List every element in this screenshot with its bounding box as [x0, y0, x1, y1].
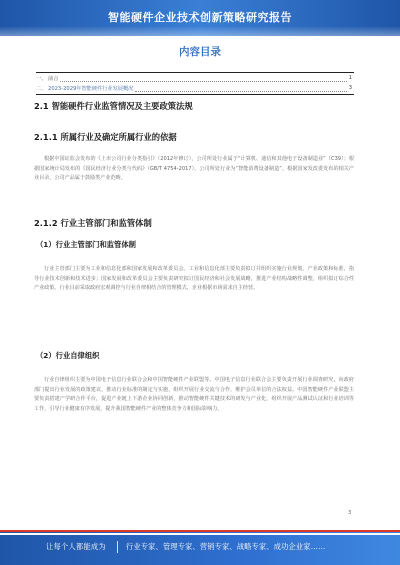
- document-title: 智能硬件企业技术创新策略研究报告: [108, 11, 292, 24]
- footer-services: 行业专家、管理专家、营销专家、战略专家、成功企业家……: [126, 542, 326, 551]
- toc-entry-label: 二、 2023-2029年智能硬件行业发展概况: [36, 85, 134, 92]
- toc-entry-page: 1: [348, 75, 352, 81]
- sub-subsection-heading: （2）行业自律组织: [36, 351, 100, 360]
- footer-accent-line: [0, 530, 400, 532]
- sub-subsection-heading: （1）行业主管部门和监管体制: [36, 240, 136, 249]
- footer-divider: [117, 541, 118, 553]
- toc-bottom-rule: [36, 94, 354, 95]
- toc-leader-dots: [60, 75, 346, 82]
- toc-entry[interactable]: [36, 73, 352, 83]
- toc-heading: 内容目录: [179, 46, 221, 58]
- paragraph: 行业主管部门主要为工业和信息化部和国家发展和改革委员会。工业和信息化部主要负责拟订并组织实施行业规划、产业政策和标准，指导行业技术创新和技术进步；国家发展和改革委员会主要负责研究拟订国民经济和社会发展战略，推进产业结构战略性调整，组织拟订综合性产业政策。行业目前采取政府宏观调控与行业自律相结合的管理模式，企业根据市场需求自主经营。: [34, 266, 354, 291]
- section-heading: 2.1 智能硬件行业监管情况及主要政策法规: [34, 101, 193, 111]
- subsection-heading: 2.1.2 行业主管部门和监管体制: [34, 218, 152, 228]
- toc-entry-label: 一、 前言: [36, 75, 59, 82]
- toc-entry-page: 3: [348, 85, 352, 91]
- header-banner: [0, 0, 400, 36]
- table-of-contents: [36, 73, 352, 93]
- toc-leader-dots: [135, 85, 346, 92]
- footer-slogan: 让每个人都能成为: [46, 542, 106, 551]
- paragraph: 根据中国证监会发布的《上市公司行业分类指引》（2012年修订），公司所处行业属于“计算机、通信和其他电子设备制造业”（C39）；根据国家统计局发布的《国民经济行业分类与代码》（GB/T 4754-2017），公司所处行业为“智能消费设备制造”。根据国家发改委发布的相关产业目录，公司产品属于鼓励类产业范畴。: [34, 156, 354, 181]
- paragraph: 行业自律组织主要为中国电子信息行业联合会和中国智能硬件产业联盟等。中国电子信息行业联合会主要负责开展行业调查研究，向政府部门提出行业发展的政策建议，推动行业标准的制定与实施，组织开展行业交流与合作，维护会员单位的合法权益。中国智能硬件产业联盟主要负责搭建产学研合作平台，促进产业链上下游企业协同创新，推动智能硬件关键技术的研发与产业化，组织开展产品测试认证和行业培训等工作，引导行业健康有序发展，提升我国智能硬件产业的整体竞争力和国际影响力。: [34, 377, 354, 412]
- footer-white-line: [0, 533, 400, 535]
- footer-banner: [0, 530, 400, 565]
- page-number: 3: [348, 510, 352, 516]
- toc-entry[interactable]: [36, 83, 352, 93]
- subsection-heading: 2.1.1 所属行业及确定所属行业的依据: [34, 132, 177, 142]
- toc-top-rule: [36, 72, 354, 73]
